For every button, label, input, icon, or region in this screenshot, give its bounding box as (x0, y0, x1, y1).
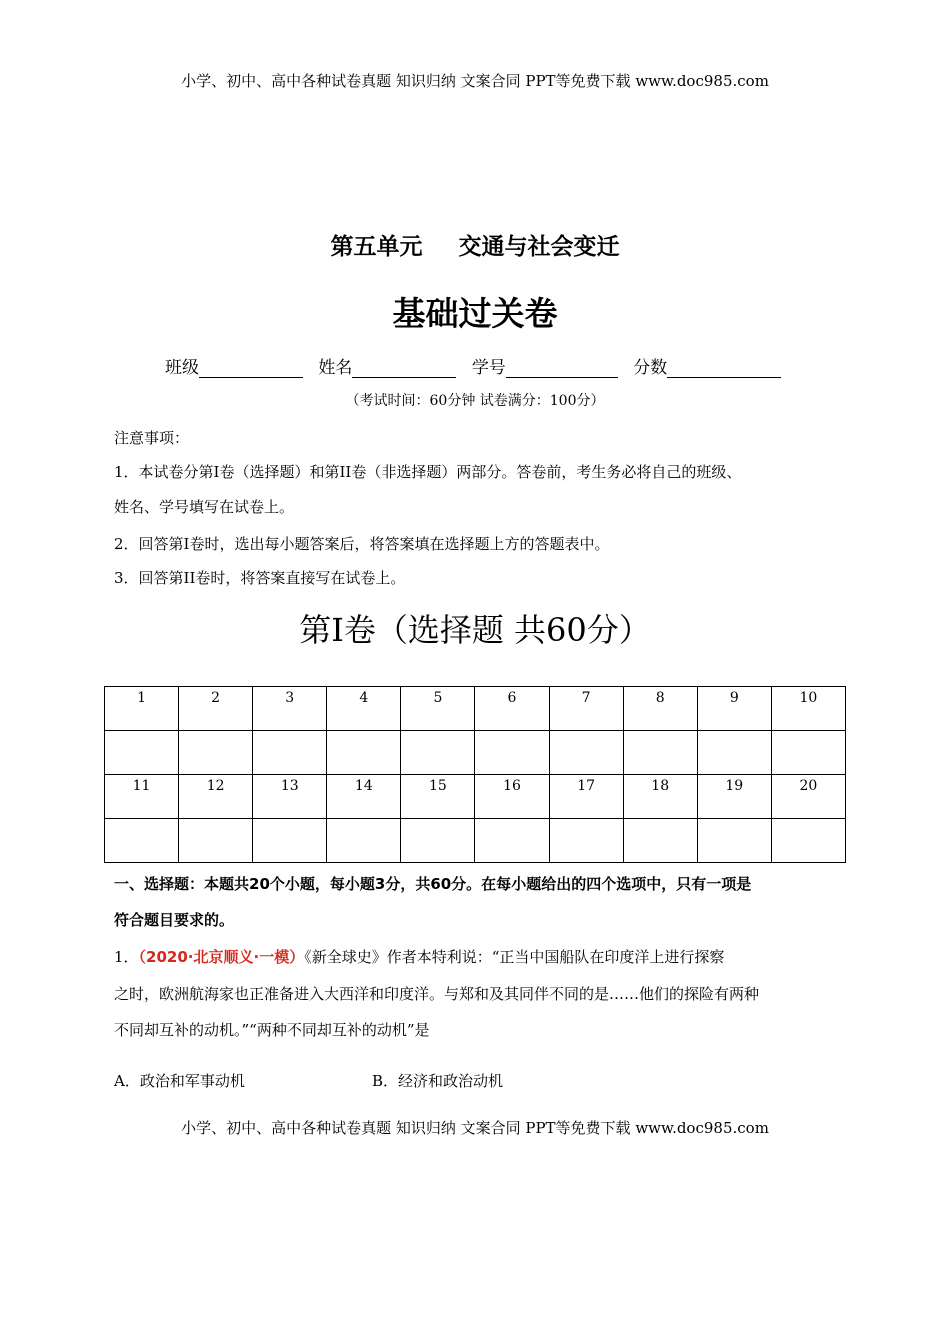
page-header: 小学、初中、高中各种试卷真题 知识归纳 文案合同 PPT等免费下载 www.doc985.com (181, 72, 769, 90)
question-number-cell: 4 (327, 687, 401, 731)
answer-cell[interactable] (179, 819, 253, 863)
notes-item: 2．回答第I卷时，选出每小题答案后，将答案填在选择题上方的答题表中。 (114, 535, 610, 553)
score-label: 分数 (633, 358, 668, 378)
student-id-label: 学号 (471, 358, 506, 378)
question-number-cell: 2 (179, 687, 253, 731)
question-number-cell: 20 (771, 775, 845, 819)
exam-meta: （考试时间：60分钟 试卷满分：100分） (345, 393, 605, 409)
question-line: 不同却互补的动机。”“两种不同却互补的动机”是 (114, 1021, 430, 1039)
notes-item: 3．回答第II卷时，将答案直接写在试卷上。 (114, 569, 406, 587)
answer-cell[interactable] (105, 819, 179, 863)
answer-cell[interactable] (549, 819, 623, 863)
question-number-cell: 19 (697, 775, 771, 819)
answer-cell[interactable] (475, 819, 549, 863)
question-number-cell: 12 (179, 775, 253, 819)
question-number-cell: 7 (549, 687, 623, 731)
answer-cell[interactable] (105, 731, 179, 775)
table-row (105, 731, 846, 775)
question-source: （2020·北京顺义·一模） (138, 948, 305, 966)
section-title: 第Ⅰ卷（选择题 共60分） (299, 611, 651, 649)
student-info-row (165, 353, 791, 378)
answer-table (104, 686, 846, 863)
option-a[interactable]: A．政治和军事动机 (114, 1072, 245, 1090)
answer-cell[interactable] (327, 731, 401, 775)
question-number-cell: 3 (253, 687, 327, 731)
question-number-cell: 14 (327, 775, 401, 819)
notes-item: 姓名、学号填写在试卷上。 (114, 498, 295, 516)
answer-cell[interactable] (771, 819, 845, 863)
page-title: 基础过关卷 (392, 294, 558, 333)
score-blank[interactable] (667, 359, 781, 378)
notes-item: 1．本试卷分第I卷（选择题）和第II卷（非选择题）两部分。答卷前，考生务必将自己的班级、 (114, 463, 742, 481)
question-number-cell: 13 (253, 775, 327, 819)
notes-heading: 注意事项： (114, 429, 190, 447)
answer-cell[interactable] (771, 731, 845, 775)
question-number-cell: 5 (401, 687, 475, 731)
question-text: 《新全球史》作者本特利说：“正当中国船队在印度洋上进行探察 (304, 948, 725, 966)
question-line (114, 946, 724, 967)
question-number-cell: 9 (697, 687, 771, 731)
page-footer: 小学、初中、高中各种试卷真题 知识归纳 文案合同 PPT等免费下载 www.doc985.com (181, 1119, 769, 1137)
class-blank[interactable] (199, 359, 303, 378)
name-blank[interactable] (352, 359, 456, 378)
unit-name: 交通与社会变迁 (458, 234, 620, 260)
answer-cell[interactable] (401, 731, 475, 775)
question-number-cell: 16 (475, 775, 549, 819)
part-heading-line: 符合题目要求的。 (114, 911, 235, 929)
answer-cell[interactable] (253, 819, 327, 863)
table-row (105, 819, 846, 863)
class-label: 班级 (165, 358, 199, 378)
answer-cell[interactable] (623, 819, 697, 863)
unit-title (0, 228, 950, 261)
unit-number: 第五单元 (330, 234, 423, 260)
question-line: 之时，欧洲航海家也正准备进入大西洋和印度洋。与郑和及其同伴不同的是……他们的探险有两种 (114, 985, 760, 1003)
question-number-cell: 11 (105, 775, 179, 819)
answer-cell[interactable] (327, 819, 401, 863)
question-number-cell: 1 (105, 687, 179, 731)
question-number-cell: 17 (549, 775, 623, 819)
answer-cell[interactable] (475, 731, 549, 775)
question-number-cell: 10 (771, 687, 845, 731)
question-number-cell: 8 (623, 687, 697, 731)
part-heading-line: 一、选择题：本题共20个小题，每小题3分，共60分。在每小题给出的四个选项中，只有一项是 (114, 875, 752, 893)
answer-cell[interactable] (549, 731, 623, 775)
name-label: 姓名 (318, 358, 353, 378)
question-number: 1． (114, 948, 139, 966)
question-number-cell: 6 (475, 687, 549, 731)
answer-cell[interactable] (253, 731, 327, 775)
question-number-cell: 18 (623, 775, 697, 819)
question-number-cell: 15 (401, 775, 475, 819)
table-row (105, 687, 846, 731)
answer-cell[interactable] (179, 731, 253, 775)
answer-cell[interactable] (401, 819, 475, 863)
answer-cell[interactable] (697, 819, 771, 863)
student-id-blank[interactable] (506, 359, 618, 378)
table-row (105, 775, 846, 819)
answer-cell[interactable] (697, 731, 771, 775)
answer-cell[interactable] (623, 731, 697, 775)
option-b[interactable]: B．经济和政治动机 (372, 1072, 504, 1090)
